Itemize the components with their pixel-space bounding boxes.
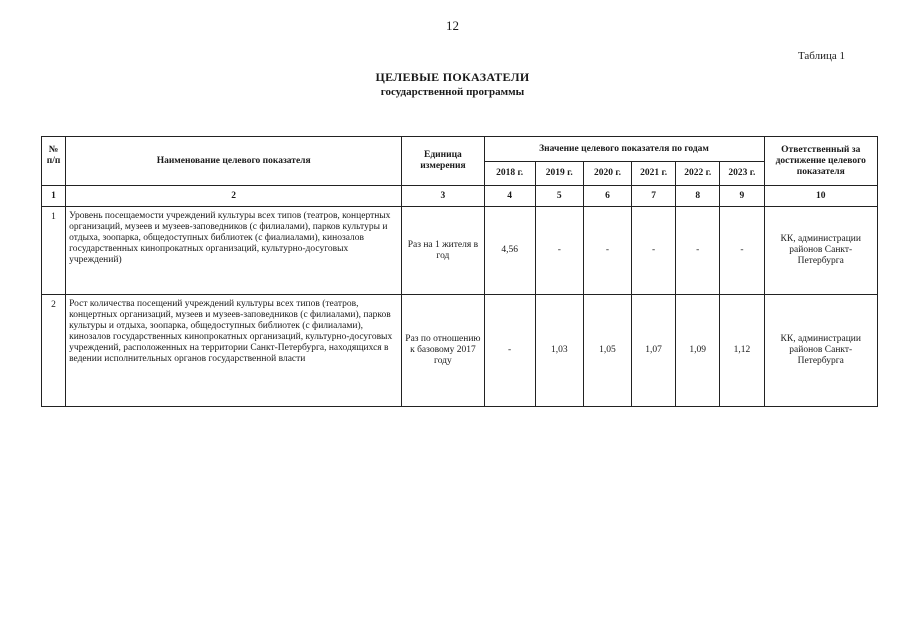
table-row [42,295,878,407]
column-number-row [42,186,878,207]
header-year: 2022 г. [676,162,720,186]
year-value: - [484,295,535,407]
title-main: ЦЕЛЕВЫЕ ПОКАЗАТЕЛИ [375,70,530,84]
year-value: - [583,207,631,295]
year-value: 1,03 [535,295,583,407]
header-year: 2018 г. [484,162,535,186]
column-number: 3 [402,186,484,207]
column-number: 6 [583,186,631,207]
year-value: - [632,207,676,295]
targets-table [41,136,878,407]
year-value: 1,09 [676,295,720,407]
year-value: - [676,207,720,295]
row-number: 1 [42,207,66,295]
table-row [42,207,878,295]
year-value: - [535,207,583,295]
table-caption: Таблица 1 [797,50,845,62]
column-number: 8 [676,186,720,207]
header-year: 2023 г. [720,162,764,186]
indicator-name: Уровень посещаемости учреждений культуры всех типов (театров, концертных организаций, музеев и музеев-заповедников (с филиалами), парков культуры и отдыха, зоопарка, общедоступных библиотек (с фиалиалами), кинозалов государственных кинопрокатных организаций, культурно-досуговых учреждений) [66,207,402,295]
column-number: 7 [632,186,676,207]
title-sub: государственной программы [380,86,525,98]
page-number: 12 [446,18,459,33]
column-number: 2 [66,186,402,207]
column-number: 1 [42,186,66,207]
document-title [0,70,905,100]
column-number: 5 [535,186,583,207]
header-values-group: Значение целевого показателя по годам [484,137,764,162]
unit-of-measure: Раз на 1 жителя в год [402,207,484,295]
responsible-party: КК, администрации районов Санкт-Петербурга [764,207,878,295]
year-value: 1,12 [720,295,764,407]
header-name: Наименование целевого показателя [66,137,402,186]
unit-of-measure: Раз по отношению к базовому 2017 году [402,295,484,407]
header-responsible: Ответственный за достижение целевого показателя [764,137,878,186]
header-num: № п/п [42,137,66,186]
year-value: 4,56 [484,207,535,295]
row-number: 2 [42,295,66,407]
column-number: 4 [484,186,535,207]
year-value: 1,07 [632,295,676,407]
header-unit: Единица измерения [402,137,484,186]
header-year: 2021 г. [632,162,676,186]
year-value: 1,05 [583,295,631,407]
header-year: 2020 г. [583,162,631,186]
indicator-name: Рост количества посещений учреждений культуры всех типов (театров, концертных организаций, музеев и музеев-заповедников (с филиалами), парков культуры и отдыха, зоопарка, общедоступных библиотек (с филиалами), кинозалов государственных кинопрокатных организаций, культурно-досуговых учреждений, расположенных на территории Санкт-Петербурга, находящихся в ведении исполнительных органов государственной власти [66,295,402,407]
column-number: 10 [764,186,878,207]
header-year: 2019 г. [535,162,583,186]
responsible-party: КК, администрации районов Санкт-Петербурга [764,295,878,407]
column-number: 9 [720,186,764,207]
year-value: - [720,207,764,295]
